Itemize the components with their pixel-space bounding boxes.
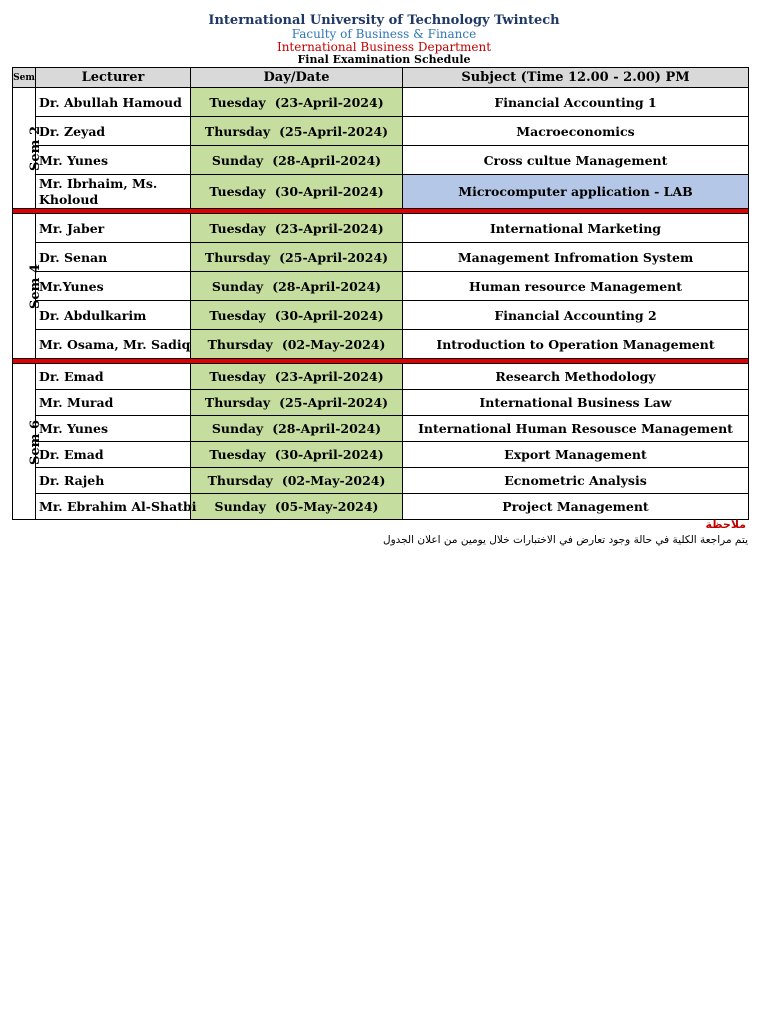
exam-date: (02-May-2024) — [281, 473, 386, 488]
date-cell — [191, 146, 403, 175]
university-name: International University of Technology Twintech — [208, 13, 560, 28]
table-row — [13, 494, 749, 520]
exam-day: Tuesday — [209, 447, 266, 462]
subject-cell: Export Management — [403, 442, 749, 468]
table-row — [13, 416, 749, 442]
exam-date: (30-April-2024) — [274, 307, 384, 323]
lecturer-cell: Mr. Murad — [36, 390, 191, 416]
exam-schedule-table — [12, 67, 749, 520]
table-row — [13, 214, 749, 243]
date-cell — [191, 214, 403, 243]
date-cell — [191, 364, 403, 390]
column-header-daydate: Day/Date — [191, 68, 403, 88]
lecturer-cell: Dr. Senan — [36, 243, 191, 272]
subject-cell: Project Management — [403, 494, 749, 520]
exam-day: Sunday — [211, 421, 264, 436]
exam-day: Thursday — [207, 473, 273, 488]
subject-cell: Macroeconomics — [403, 117, 749, 146]
schedule-title: Final Examination Schedule — [297, 53, 471, 66]
date-cell — [191, 243, 403, 272]
date-cell — [191, 390, 403, 416]
exam-day: Sunday — [214, 499, 266, 514]
date-cell — [191, 117, 403, 146]
subject-cell: International Business Law — [403, 390, 749, 416]
exam-day: Thursday — [204, 123, 271, 139]
exam-day: Tuesday — [209, 184, 266, 199]
exam-day: Tuesday — [209, 220, 266, 236]
table-body — [13, 88, 749, 520]
table-row — [13, 243, 749, 272]
exam-day: Tuesday — [209, 307, 266, 323]
subject-cell: Research Methodology — [403, 364, 749, 390]
subject-cell: Financial Accounting 2 — [403, 301, 749, 330]
lecturer-cell: Mr.Yunes — [36, 272, 191, 301]
exam-day: Sunday — [211, 152, 264, 168]
exam-date: (23-April-2024) — [274, 94, 384, 110]
exam-date: (28-April-2024) — [272, 421, 382, 436]
lecturer-cell: Mr. Osama, Mr. Sadiq — [36, 330, 191, 359]
lecturer-cell: Dr. Abdulkarim — [36, 301, 191, 330]
faculty-name: Faculty of Business & Finance — [291, 27, 477, 41]
exam-date: (25-April-2024) — [279, 249, 389, 265]
subject-cell: International Human Resousce Management — [403, 416, 749, 442]
note-text: يتم مراجعة الكلية في حالة وجود تعارض في الاختبارات خلال يومين من اعلان الجدول — [382, 534, 748, 546]
date-cell — [191, 301, 403, 330]
date-cell — [191, 88, 403, 117]
lecturer-cell: Mr. Ibrhaim, Ms. Kholoud — [36, 175, 191, 209]
date-cell — [191, 494, 403, 520]
lecturer-cell: Mr. Yunes — [36, 146, 191, 175]
subject-cell: International Marketing — [403, 214, 749, 243]
exam-date: (23-April-2024) — [274, 220, 384, 236]
subject-cell: Ecnometric Analysis — [403, 468, 749, 494]
exam-date: (25-April-2024) — [279, 123, 389, 139]
lecturer-cell: Dr. Zeyad — [36, 117, 191, 146]
semester-label-cell — [13, 214, 43, 359]
column-header-subject: Subject (Time 12.00 - 2.00) PM — [403, 68, 749, 88]
exam-date: (30-April-2024) — [274, 447, 384, 462]
exam-date: (28-April-2024) — [272, 278, 382, 294]
semester-label-cell — [13, 88, 43, 209]
lecturer-cell: Dr. Rajeh — [36, 468, 191, 494]
subject-cell: Financial Accounting 1 — [403, 88, 749, 117]
exam-day: Thursday — [204, 395, 271, 410]
note-title: ملاحظة — [705, 518, 746, 531]
table-row — [13, 301, 749, 330]
lecturer-cell: Mr. Ebrahim Al-Shatbi — [36, 494, 191, 520]
lecturer-cell: Dr. Emad — [36, 364, 191, 390]
table-row — [13, 364, 749, 390]
lecturer-cell: Mr. Yunes — [36, 416, 191, 442]
table-row — [13, 390, 749, 416]
table-row — [13, 117, 749, 146]
date-cell — [191, 442, 403, 468]
date-cell — [191, 175, 403, 209]
subject-cell: Microcomputer application - LAB — [403, 175, 749, 209]
exam-day: Thursday — [207, 336, 273, 352]
table-row — [13, 272, 749, 301]
lecturer-cell: Dr. Abullah Hamoud — [36, 88, 191, 117]
subject-cell: Cross cultue Management — [403, 146, 749, 175]
date-cell — [191, 272, 403, 301]
date-cell — [191, 468, 403, 494]
semester-label: Sem 4 — [28, 264, 43, 309]
department-name: International Business Department — [276, 40, 492, 54]
exam-day: Thursday — [204, 249, 271, 265]
subject-cell: Management Infromation System — [403, 243, 749, 272]
exam-day: Tuesday — [209, 94, 266, 110]
exam-day: Tuesday — [209, 369, 266, 384]
table-row — [13, 175, 749, 209]
exam-day: Sunday — [211, 278, 264, 294]
column-header-lecturer: Lecturer — [36, 68, 191, 88]
exam-date: (25-April-2024) — [279, 395, 389, 410]
semester-label: Sem 6 — [28, 419, 43, 465]
lecturer-cell: Dr. Emad — [36, 442, 191, 468]
subject-cell: Human resource Management — [403, 272, 749, 301]
table-header-row — [13, 68, 749, 88]
exam-date: (23-April-2024) — [274, 369, 384, 384]
table-row — [13, 330, 749, 359]
table-row — [13, 88, 749, 117]
exam-date: (05-May-2024) — [274, 499, 379, 514]
lecturer-cell: Mr. Jaber — [36, 214, 191, 243]
exam-date: (02-May-2024) — [281, 336, 386, 352]
exam-date: (30-April-2024) — [274, 184, 384, 199]
table-row — [13, 468, 749, 494]
exam-date: (28-April-2024) — [272, 152, 382, 168]
table-row — [13, 442, 749, 468]
semester-label-cell — [13, 364, 43, 520]
semester-label: Sem 2 — [28, 126, 43, 171]
date-cell — [191, 416, 403, 442]
subject-cell: Introduction to Operation Management — [403, 330, 749, 359]
date-cell — [191, 330, 403, 359]
table-row — [13, 146, 749, 175]
column-header-sem: Sem — [13, 68, 36, 88]
